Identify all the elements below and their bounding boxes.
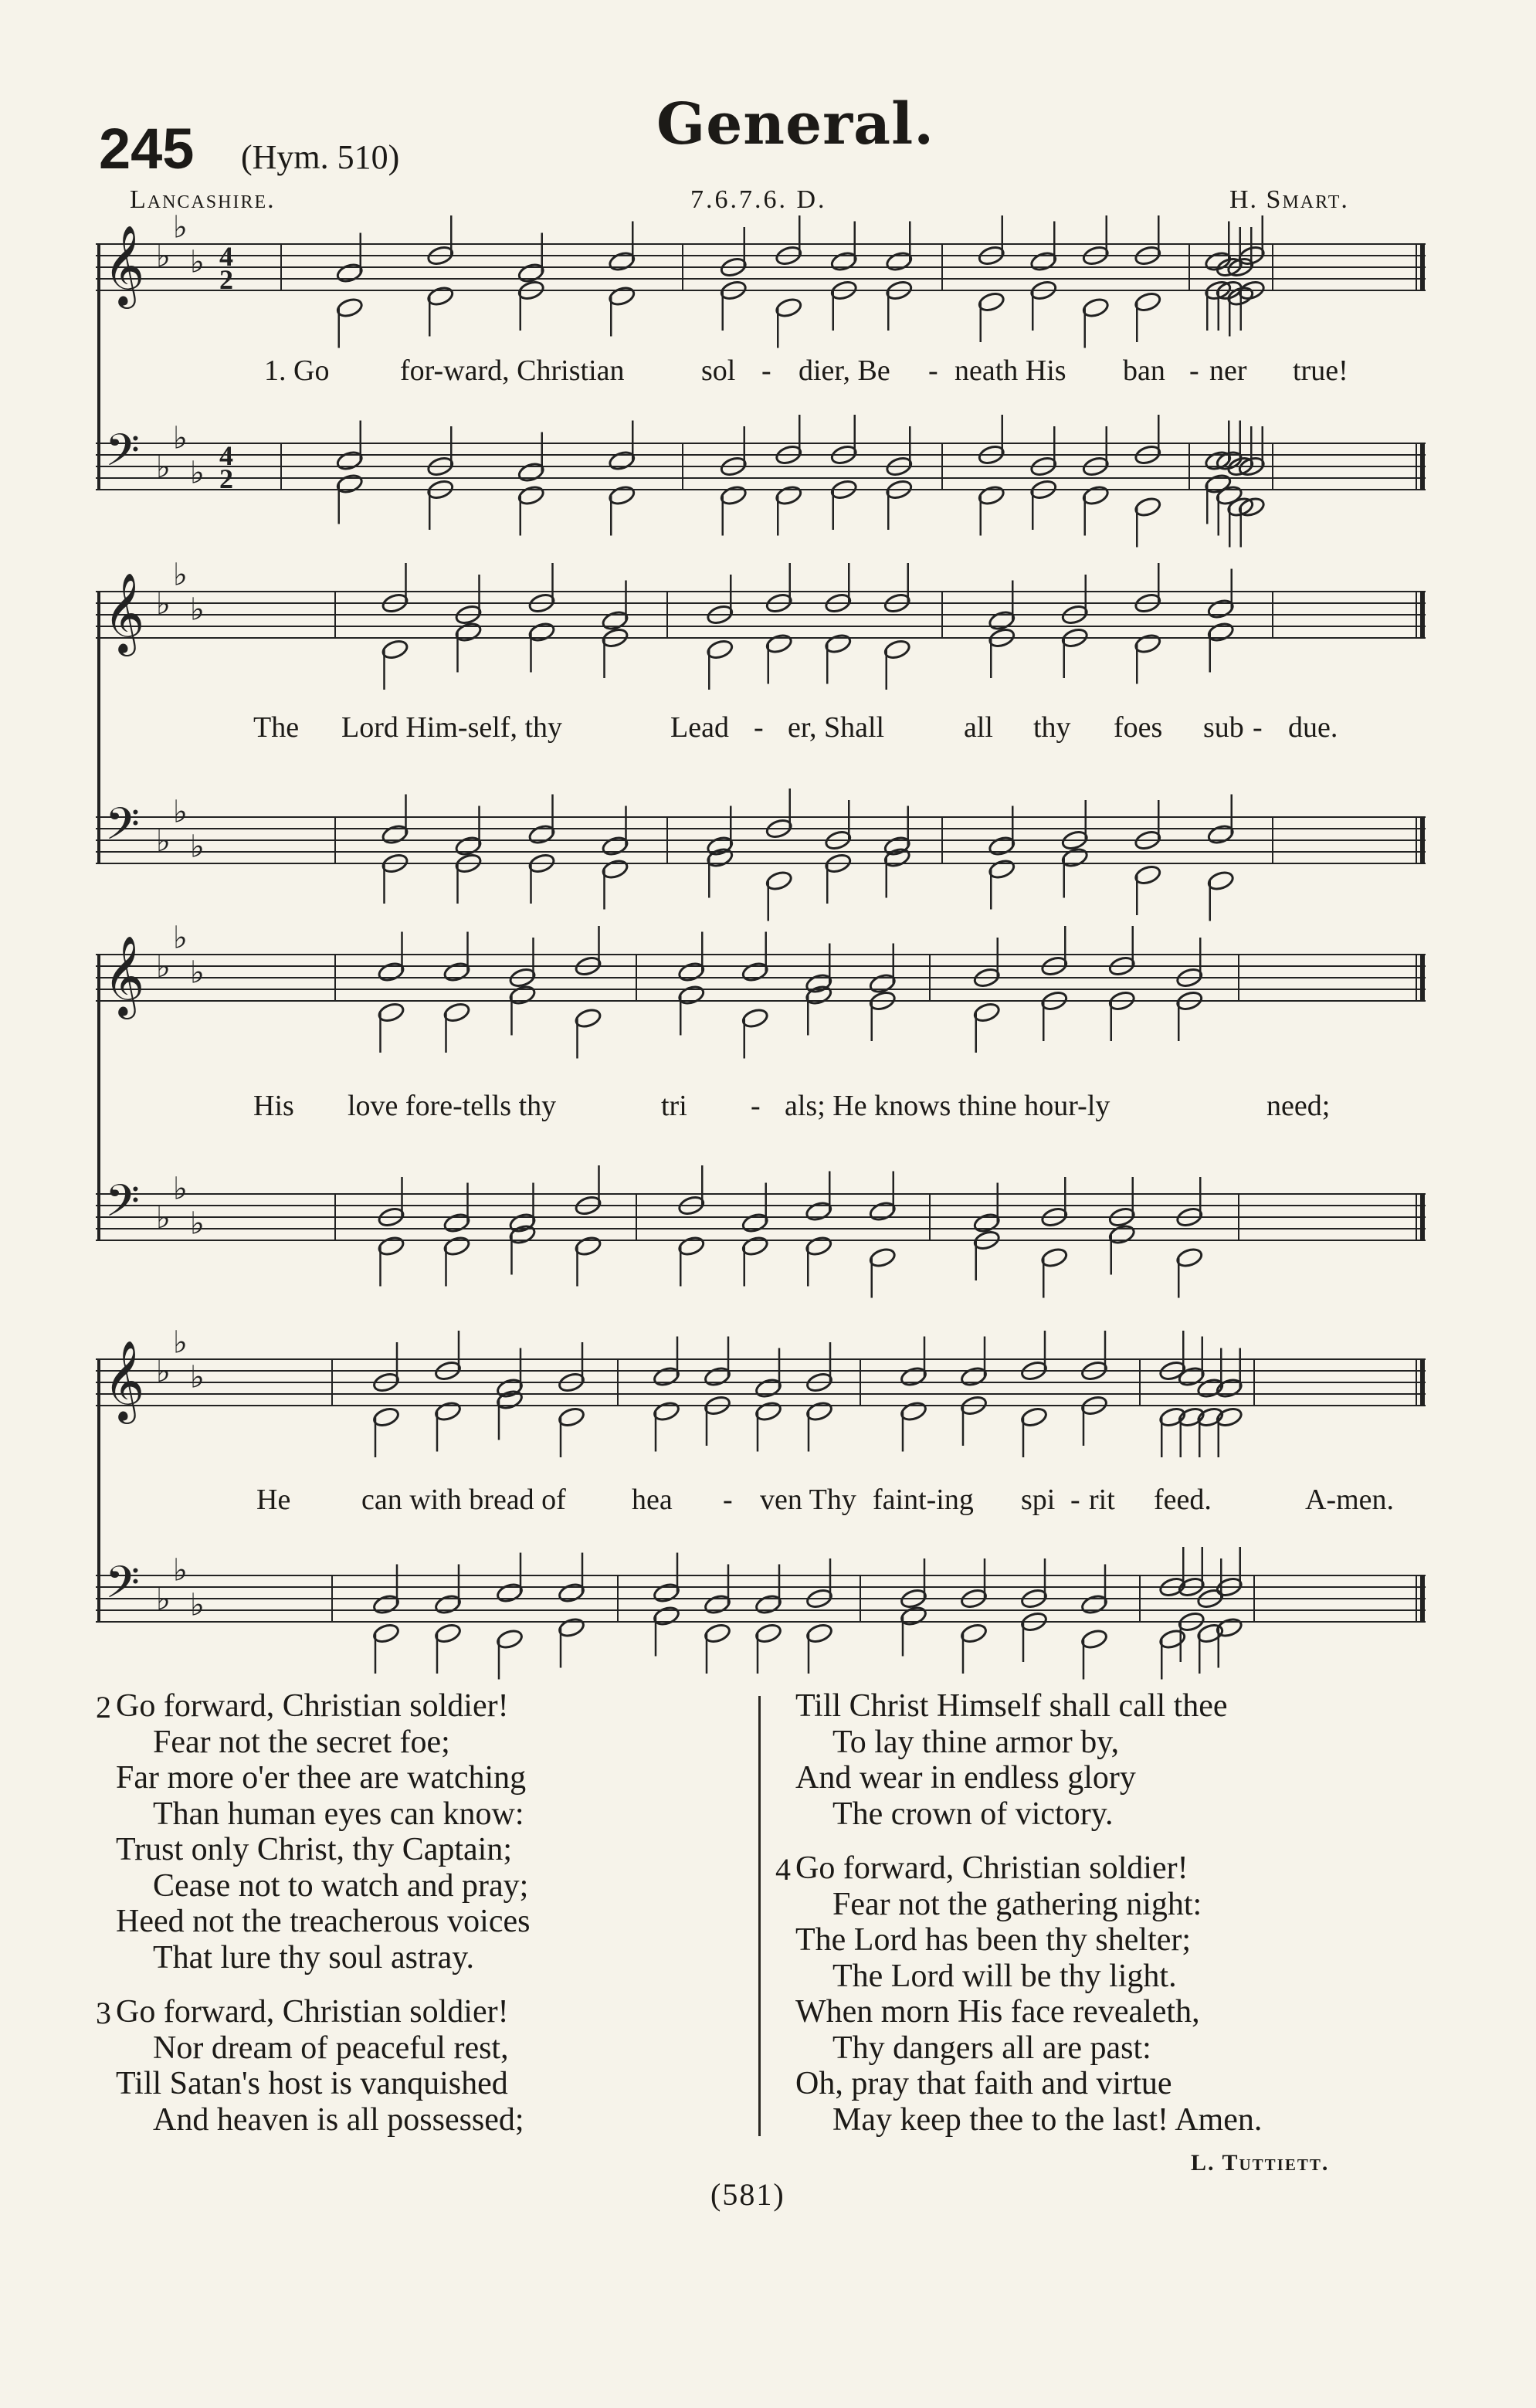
lyric-syllable: ner: [1209, 354, 1247, 387]
flat-sign: ♭: [156, 1354, 171, 1389]
lyric-syllable: ven Thy: [760, 1484, 856, 1516]
flat-sign: ♭: [190, 829, 205, 865]
music-system-4: [96, 1324, 1426, 1676]
lyric-syllable: -: [1253, 711, 1263, 744]
flat-sign: ♭: [156, 949, 171, 985]
hymn-reference: (Hym. 510): [241, 138, 400, 176]
verse-line: Go forward, Christian soldier!: [116, 1688, 509, 1724]
verse-line: Than human eyes can know:: [153, 1796, 524, 1832]
lyric-syllable: feed.: [1154, 1484, 1212, 1516]
lyric-syllable: neath His: [954, 354, 1066, 387]
flat-sign: ♭: [156, 1200, 171, 1236]
lyric-syllable: -: [1070, 1484, 1080, 1516]
verse-line: And heaven is all possessed;: [153, 2101, 524, 2138]
verse-line: The Lord will be thy light.: [832, 1958, 1177, 1994]
verse-number: 3: [96, 1996, 111, 2030]
verse-line: Heed not the treacherous voices: [116, 1904, 531, 1939]
verse-line: Nor dream of peaceful rest,: [153, 2030, 509, 2066]
tune-name: Lancashire.: [130, 185, 276, 214]
stanza-3: [96, 1994, 718, 2138]
staff-graphic: [96, 920, 1426, 1282]
lyric-syllable: tri: [661, 1090, 687, 1122]
time-signature-top: 4: [219, 440, 233, 471]
flat-sign: ♭: [156, 823, 171, 859]
lyric-syllable: true!: [1293, 354, 1348, 387]
flat-sign: ♭: [173, 1171, 188, 1207]
lyric-syllable: hea: [632, 1484, 673, 1516]
lyric-syllable: foes: [1114, 711, 1163, 744]
verse-line: The Lord has been thy shelter;: [795, 1922, 1191, 1958]
lyric-syllable: due.: [1288, 711, 1338, 744]
lyric-syllable: all: [964, 711, 993, 744]
flat-sign: ♭: [190, 592, 205, 628]
flat-sign: ♭: [173, 1324, 188, 1361]
meter: 7.6.7.6. D.: [690, 185, 827, 214]
lyric-syllable: Lord Him-self, thy: [341, 711, 563, 744]
lyric-syllable: A-men.: [1305, 1484, 1395, 1516]
bass-clef: 𝄢: [105, 798, 141, 861]
flat-sign: ♭: [190, 455, 205, 491]
treble-clef: 𝄞: [103, 1340, 145, 1421]
flat-sign: ♭: [173, 420, 188, 456]
lyric-syllable: 1. Go: [264, 354, 330, 387]
hymn-number: 245: [99, 117, 195, 181]
lyric-syllable: love fore-tells thy: [348, 1090, 557, 1122]
bass-clef: 𝄢: [105, 1556, 141, 1619]
lyric-syllable: Lead: [670, 711, 729, 744]
verse-line: When morn His face revealeth,: [795, 1994, 1200, 2030]
lyric-syllable: er, Shall: [788, 711, 885, 744]
composer: H. Smart.: [1229, 185, 1349, 214]
lyric-syllable: -: [928, 354, 938, 387]
verse-line: Trust only Christ, thy Captain;: [116, 1832, 513, 1867]
verse-line: Go forward, Christian soldier!: [795, 1850, 1188, 1886]
lyric-syllable: rit: [1089, 1484, 1115, 1516]
lyric-syllable: spi: [1021, 1484, 1056, 1516]
bass-clef: 𝄢: [105, 424, 141, 487]
time-signature-bottom: 2: [219, 264, 233, 295]
lyric-syllable: can with bread of: [361, 1484, 566, 1516]
verse-line: Fear not the gathering night:: [832, 1886, 1202, 1922]
flat-sign: ♭: [156, 449, 171, 485]
flat-sign: ♭: [190, 955, 205, 991]
stanza-3-continued: [795, 1688, 1460, 1832]
verse-column-left: [96, 1688, 718, 2156]
lyric-syllable: als; He knows thine hour-ly: [785, 1090, 1110, 1122]
lyric-syllable: -: [1189, 354, 1199, 387]
verse-line: The crown of victory.: [832, 1796, 1114, 1832]
lyric-syllable: -: [754, 711, 764, 744]
verse-line: Cease not to watch and pray;: [153, 1867, 529, 1904]
music-system-1: [96, 209, 1426, 525]
verse-line: That lure thy soul astray.: [153, 1939, 475, 1976]
verse-line: And wear in endless glory: [795, 1760, 1136, 1796]
flat-sign: ♭: [190, 1206, 205, 1242]
flat-sign: ♭: [156, 239, 171, 274]
flat-sign: ♭: [173, 794, 188, 830]
lyric-syllable: He: [256, 1484, 291, 1516]
flat-sign: ♭: [190, 1587, 205, 1623]
flat-sign: ♭: [173, 209, 188, 246]
flat-sign: ♭: [156, 1582, 171, 1617]
stanza-4: [775, 1850, 1460, 2138]
treble-clef: 𝄞: [103, 935, 145, 1016]
verse-number: 2: [96, 1690, 111, 1725]
lyricist: L. Tuttiett.: [1191, 2150, 1330, 2176]
verse-line: Till Christ Himself shall call thee: [795, 1688, 1228, 1724]
time-signature-top: 4: [219, 241, 233, 272]
bass-clef: 𝄢: [105, 1175, 141, 1238]
stanza-2: [96, 1688, 718, 1976]
verse-line: Till Satan's host is vanquished: [116, 2066, 508, 2101]
lyric-syllable: for-ward, Christian: [400, 354, 625, 387]
verse-line: Thy dangers all are past:: [832, 2030, 1151, 2066]
time-signature-bottom: 2: [219, 463, 233, 494]
lyric-syllable: sub: [1203, 711, 1244, 744]
verse-line: Fear not the secret foe;: [153, 1724, 450, 1760]
verse-line: To lay thine armor by,: [832, 1724, 1120, 1760]
flat-sign: ♭: [173, 920, 188, 956]
lyric-syllable: His: [253, 1090, 294, 1122]
lyric-syllable: -: [751, 1090, 761, 1122]
column-divider: [758, 1696, 761, 2136]
lyric-syllable: -: [723, 1484, 733, 1516]
lyric-syllable: need;: [1266, 1090, 1331, 1122]
verses: [96, 1688, 1429, 2152]
music-system-3: [96, 920, 1426, 1282]
flat-sign: ♭: [190, 1359, 205, 1396]
verse-line: May keep thee to the last! Amen.: [832, 2101, 1263, 2138]
treble-clef: 𝄞: [103, 572, 145, 653]
lyric-syllable: dier, Be: [799, 354, 890, 387]
lyric-syllable: thy: [1033, 711, 1071, 744]
lyric-syllable: ban: [1123, 354, 1165, 387]
treble-clef: 𝄞: [103, 225, 145, 306]
flat-sign: ♭: [190, 244, 205, 280]
page-number: (581): [710, 2177, 785, 2212]
lyric-syllable: The: [253, 711, 300, 744]
lyric-syllable: faint-ing: [873, 1484, 974, 1516]
music-system-2: [96, 557, 1426, 888]
lyric-syllable: sol: [701, 354, 736, 387]
verse-line: Oh, pray that faith and virtue: [795, 2066, 1172, 2101]
verse-line: Go forward, Christian soldier!: [116, 1994, 509, 2030]
verse-line: Far more o'er thee are watching: [116, 1760, 527, 1796]
verse-column-right: [775, 1688, 1460, 2156]
flat-sign: ♭: [156, 586, 171, 622]
section-title: General.: [656, 91, 934, 158]
flat-sign: ♭: [173, 557, 188, 593]
verse-number: 4: [775, 1852, 791, 1887]
flat-sign: ♭: [173, 1552, 188, 1589]
lyric-syllable: -: [761, 354, 771, 387]
